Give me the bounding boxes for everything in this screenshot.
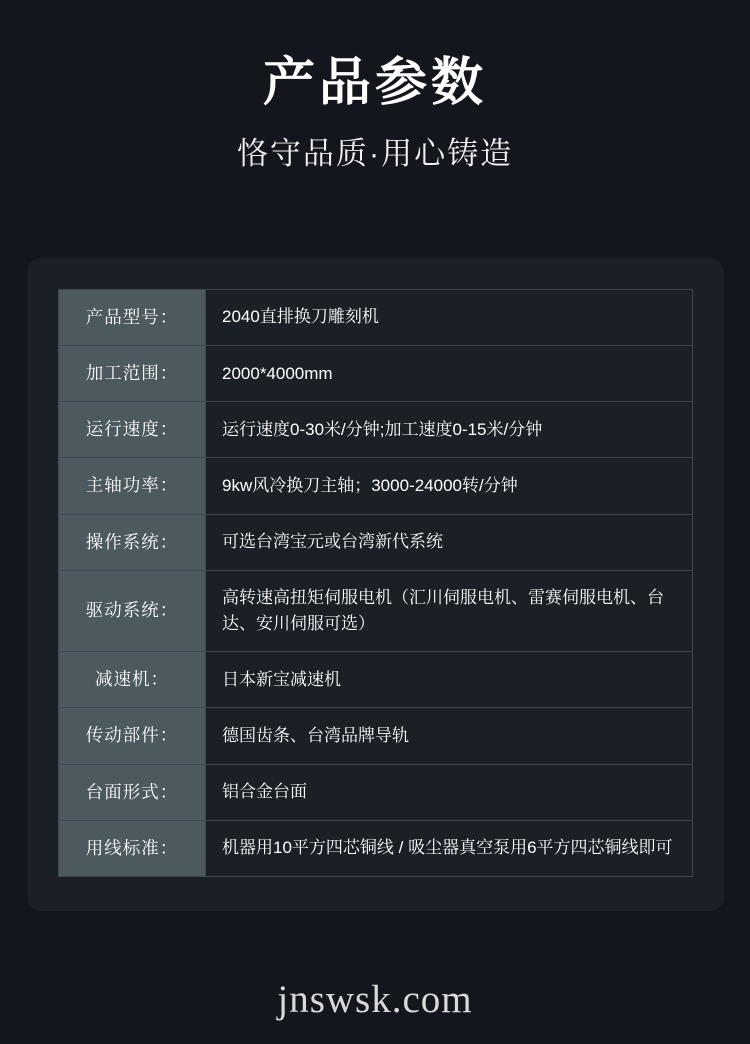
table-row [59,458,693,514]
spec-label: 驱动系统： [59,570,206,652]
spec-label: 产品型号： [59,290,206,346]
spec-panel [27,258,724,911]
page-title: 产品参数 [262,54,487,112]
page-subtitle: 恪守品质·用心铸造 [236,136,514,172]
spec-label: 用线标准： [59,820,206,876]
spec-label: 主轴功率： [59,458,206,514]
spec-value: 运行速度0-30米/分钟;加工速度0-15米/分钟 [206,402,693,458]
spec-value: 可选台湾宝元或台湾新代系统 [206,514,693,570]
spec-label: 台面形式： [59,764,206,820]
spec-value: 9kw风冷换刀主轴；3000-24000转/分钟 [206,458,693,514]
table-row [59,570,693,652]
spec-label: 操作系统： [59,514,206,570]
spec-label: 运行速度： [59,402,206,458]
table-row [59,346,693,402]
spec-value: 高转速高扭矩伺服电机（汇川伺服电机、雷赛伺服电机、台达、安川伺服可选） [206,570,693,652]
spec-value: 铝合金台面 [206,764,693,820]
table-row [59,402,693,458]
spec-value: 德国齿条、台湾品牌导轨 [206,708,693,764]
table-row [59,708,693,764]
spec-value: 日本新宝减速机 [206,652,693,708]
spec-label: 减速机： [59,652,206,708]
table-row [59,820,693,876]
table-row [59,290,693,346]
spec-label: 传动部件： [59,708,206,764]
spec-value: 2040直排换刀雕刻机 [206,290,693,346]
spec-value: 2000*4000mm [206,346,693,402]
page-header [0,0,750,175]
spec-label: 加工范围： [59,346,206,402]
spec-table-body [59,290,693,877]
table-row [59,514,693,570]
spec-value: 机器用10平方四芯铜线 / 吸尘器真空泵用6平方四芯铜线即可 [206,820,693,876]
table-row [59,652,693,708]
table-row [59,764,693,820]
spec-table [58,289,693,877]
site-watermark: jnswsk.com [277,978,473,1021]
